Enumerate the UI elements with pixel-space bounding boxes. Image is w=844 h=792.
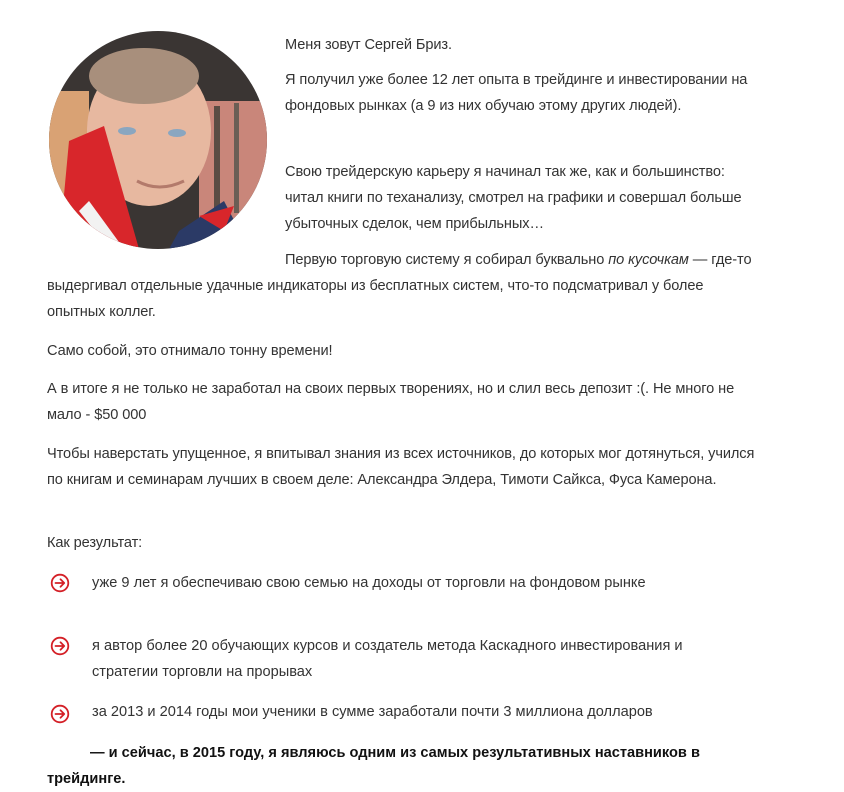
first-system-before: Первую торговую систему я собирал буквально — [285, 252, 609, 268]
first-system-paragraph — [47, 247, 762, 325]
first-system-italic: по кусочкам — [608, 252, 689, 268]
final-statement: — и сейчас, в 2015 году, я являюсь одним из самых результативных наставников в трейдинге. — [47, 745, 700, 787]
result-list-text: я автор более 20 обучающих курсов и создатель метода Каскадного инвестирования и стратегии торговли на прорывах — [92, 638, 683, 680]
time-paragraph: Само собой, это отнимало тонну времени! — [47, 343, 333, 359]
name-paragraph: Меня зовут Сергей Бриз. — [285, 37, 452, 53]
first-system-after: — — [688, 252, 708, 268]
experience-paragraph: Я получил уже более 12 лет опыта в трейдинге и инвестировании на фондовых рынках (а 9 из них обучаю этому других людей). — [285, 72, 748, 114]
arrow-circle-right-icon — [50, 636, 70, 656]
loss-paragraph: А в итоге я не только не заработал на своих первых творениях, но и слил весь депозит :(. Не много не мало - $50 000 — [47, 381, 735, 423]
career-start-paragraph: Свою трейдерскую карьеру я начинал так же, как и большинство: читал книги по теханализу, смотрел на графики и совершал больше убыточных сделок, чем прибыльных… — [285, 164, 742, 232]
arrow-circle-right-icon — [50, 573, 70, 593]
first-system-rest: где-то выдергивал отдельные удачные индикаторы из бесплатных систем, что-то подсматривал у более опытных коллег. — [47, 252, 752, 320]
portrait-image — [49, 31, 267, 249]
result-label: Как результат: — [47, 535, 143, 551]
arrow-circle-right-icon — [50, 704, 70, 724]
author-photo — [49, 31, 267, 249]
learning-paragraph: Чтобы наверстать упущенное, я впитывал знания из всех источников, до которых мог дотянуться, учился по книгам и семинарам лучших в своем деле: Александра Элдера, Тимоти Сайкса, Фуса Камерона. — [47, 446, 755, 488]
result-list-text: за 2013 и 2014 годы мои ученики в сумме заработали почти 3 миллиона долларов — [92, 704, 653, 720]
result-list-text: уже 9 лет я обеспечиваю свою семью на доходы от торговли на фондовом рынке — [92, 575, 646, 591]
